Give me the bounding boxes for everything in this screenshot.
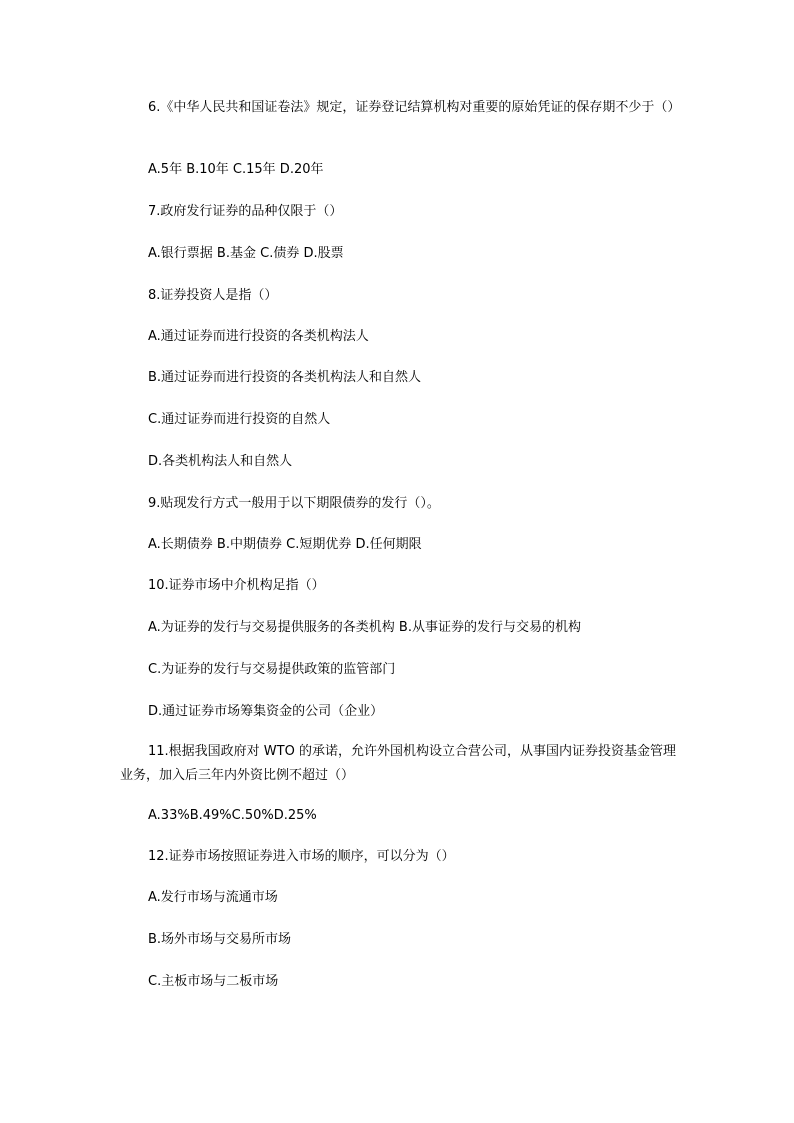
question-8-text: 8.证券投资人是指（） — [148, 288, 278, 303]
question-8-option-b: B.通过证券而进行投资的各类机构法人和自然人 — [148, 370, 422, 385]
question-7-text: 7.政府发行证券的品种仅限于（） — [148, 204, 343, 219]
question-11-text: 11.根据我国政府对 WTO 的承诺，允许外国机构设立合营公司，从事国内证券投资基金管理业务，加入后三年内外资比例不超过（） — [120, 744, 676, 783]
question-12-text: 12.证券市场按照证券进入市场的顺序，可以分为（） — [148, 849, 455, 864]
question-6-text: 6.《中华人民共和国证卷法》规定，证券登记结算机构对重要的原始凭证的保存期不少于（） — [148, 100, 681, 115]
question-6-options: A.5年 B.10年 C.15年 D.20年 — [148, 162, 324, 177]
question-10-options-ab: A.为证券的发行与交易提供服务的各类机构 B.从事证券的发行与交易的机构 — [148, 620, 581, 635]
question-10-option-d: D.通过证券市场筹集资金的公司（企业） — [148, 704, 384, 719]
question-8-option-d: D.各类机构法人和自然人 — [148, 454, 293, 469]
question-12-option-a: A.发行市场与流通市场 — [148, 890, 278, 905]
question-7-options: A.银行票据 B.基金 C.债券 D.股票 — [148, 246, 344, 261]
question-11-options: A.33%B.49%C.50%D.25% — [148, 808, 317, 823]
question-10-option-c: C.为证券的发行与交易提供政策的监管部门 — [148, 662, 396, 677]
question-12-option-b: B.场外市场与交易所市场 — [148, 932, 292, 947]
question-12-option-c: C.主板市场与二板市场 — [148, 974, 279, 989]
question-9-text: 9.贴现发行方式一般用于以下期限债券的发行（）。 — [148, 496, 440, 511]
question-9-options: A.长期债券 B.中期债券 C.短期优券 D.任何期限 — [148, 537, 422, 552]
question-8-option-a: A.通过证券而进行投资的各类机构法人 — [148, 329, 369, 344]
question-10-text: 10.证券市场中介机构足指（） — [148, 578, 325, 593]
question-8-option-c: C.通过证券而进行投资的自然人 — [148, 412, 331, 427]
